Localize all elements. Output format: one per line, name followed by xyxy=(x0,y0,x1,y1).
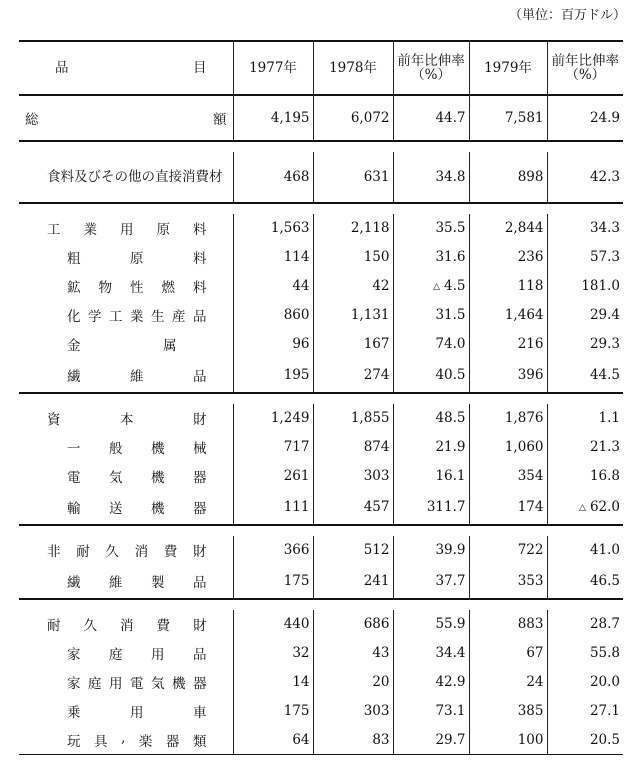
row-label xyxy=(19,461,233,490)
change-1978-text: 34.4 xyxy=(435,644,466,661)
change-1979-text: 57.3 xyxy=(589,248,620,265)
table-row xyxy=(19,667,623,696)
value-1979 xyxy=(469,696,547,725)
change-1978-text: 55.9 xyxy=(435,616,466,632)
change-1978-text: 40.5 xyxy=(435,367,466,383)
value-1979 xyxy=(469,432,547,461)
value-1977-text: 860 xyxy=(283,306,310,323)
change-1978-text: 16.1 xyxy=(435,467,466,484)
header-change-1978-unit: （%） xyxy=(411,67,451,83)
row-label-text: 粗 原 料 xyxy=(67,250,207,267)
value-1978 xyxy=(313,638,393,667)
value-1978 xyxy=(313,404,393,432)
table-row xyxy=(19,696,623,725)
change-1979-text: 29.4 xyxy=(589,306,620,323)
row-label xyxy=(19,638,233,667)
change-1979-text: 46.5 xyxy=(589,573,620,589)
change-1978 xyxy=(393,432,469,461)
value-1979 xyxy=(469,271,547,300)
value-1979-text: 1,876 xyxy=(504,410,544,426)
row-label xyxy=(19,300,233,329)
change-1978 xyxy=(393,300,469,329)
change-1978 xyxy=(393,329,469,358)
change-1979-text: 181.0 xyxy=(581,277,620,294)
value-1979-text: 236 xyxy=(517,248,544,265)
value-1977-text: 717 xyxy=(283,438,310,455)
row-label-text: 総 額 xyxy=(25,112,227,128)
header-change-1978 xyxy=(393,41,469,95)
value-1979-text: 396 xyxy=(517,367,544,383)
row-label-text: 工 業 用 原 料 xyxy=(47,222,207,238)
change-1979 xyxy=(547,329,623,358)
value-1978 xyxy=(313,667,393,696)
table-row xyxy=(19,536,623,564)
group-spacer xyxy=(19,525,623,536)
value-1978-text: 1,131 xyxy=(350,306,390,323)
change-1979 xyxy=(547,404,623,432)
row-label xyxy=(19,271,233,300)
value-1977-text: 96 xyxy=(292,335,310,352)
change-1979-text: 20.0 xyxy=(589,673,620,690)
change-1978-text: 42.9 xyxy=(435,673,466,690)
value-1977-text: 175 xyxy=(283,702,310,719)
change-1979-text: 27.1 xyxy=(589,702,620,719)
value-1978 xyxy=(313,152,393,202)
value-1977 xyxy=(233,271,313,300)
value-1977-text: 175 xyxy=(283,573,310,589)
unit-note: （単位：百万ドル） xyxy=(508,8,626,23)
table-row xyxy=(19,242,623,271)
value-1977 xyxy=(233,300,313,329)
header-change-1978-label: 前年比伸率 xyxy=(397,52,465,69)
value-1979-text: 2,844 xyxy=(504,220,544,236)
row-label-text: 電 気 機 器 xyxy=(67,469,207,486)
group-spacer xyxy=(19,393,623,404)
value-1978 xyxy=(313,300,393,329)
change-1979-text: 41.0 xyxy=(589,542,620,558)
value-1979 xyxy=(469,152,547,202)
row-label xyxy=(19,490,233,524)
change-1978-text: 29.7 xyxy=(435,731,466,748)
change-1978 xyxy=(393,667,469,696)
value-1979 xyxy=(469,564,547,598)
table-row xyxy=(19,725,623,754)
value-1979-text: 216 xyxy=(517,335,544,352)
row-label-text: 繊 維 品 xyxy=(67,369,207,385)
value-1978-text: 457 xyxy=(363,499,390,515)
change-1979 xyxy=(547,358,623,392)
value-1977 xyxy=(233,214,313,242)
change-1979 xyxy=(547,725,623,754)
value-1979 xyxy=(469,214,547,242)
table-row xyxy=(19,490,623,524)
change-1979 xyxy=(547,271,623,300)
value-1978-text: 631 xyxy=(363,169,390,185)
value-1979 xyxy=(469,536,547,564)
value-1978-text: 150 xyxy=(363,248,390,265)
change-1978-text: 31.5 xyxy=(435,306,466,323)
row-label-text: 鉱 物 性 燃 料 xyxy=(67,279,207,296)
change-1978 xyxy=(393,725,469,754)
value-1978-text: 83 xyxy=(372,731,390,748)
row-label-text: 家 庭 用 品 xyxy=(67,646,207,663)
value-1979 xyxy=(469,329,547,358)
value-1978 xyxy=(313,214,393,242)
table-row xyxy=(19,564,623,598)
change-1979 xyxy=(547,536,623,564)
value-1979-text: 67 xyxy=(526,644,544,661)
value-1978-text: 167 xyxy=(363,335,390,352)
value-1978-text: 1,855 xyxy=(350,410,390,426)
row-label-text: 食料及びその他の直接消費材 xyxy=(47,168,223,185)
change-1979-text: 28.7 xyxy=(589,616,620,632)
table-row xyxy=(19,638,623,667)
value-1978-text: 20 xyxy=(372,673,390,690)
value-1978-text: 6,072 xyxy=(350,110,390,126)
value-1978 xyxy=(313,564,393,598)
header-change-1979-label: 前年比伸率 xyxy=(551,52,619,69)
value-1979-text: 385 xyxy=(517,702,544,719)
import-table xyxy=(19,40,623,755)
value-1978-text: 874 xyxy=(363,438,390,455)
change-1978 xyxy=(393,490,469,524)
change-1979 xyxy=(547,95,623,140)
row-label xyxy=(19,725,233,754)
change-1978-text: 4.5 xyxy=(444,277,466,294)
value-1979 xyxy=(469,358,547,392)
change-1978 xyxy=(393,461,469,490)
header-change-1979-unit: （%） xyxy=(565,67,606,83)
group-spacer xyxy=(19,203,623,214)
table-row xyxy=(19,152,623,202)
change-1978-text: 37.7 xyxy=(435,573,466,589)
value-1979-text: 898 xyxy=(517,169,544,185)
value-1978-text: 274 xyxy=(363,367,390,383)
value-1979 xyxy=(469,461,547,490)
table-row xyxy=(19,610,623,638)
value-1979-text: 1,060 xyxy=(504,438,544,455)
change-1978 xyxy=(393,404,469,432)
table-row xyxy=(19,404,623,432)
row-label-text: 資 本 財 xyxy=(47,412,207,428)
value-1977-text: 14 xyxy=(292,673,310,690)
value-1979-text: 722 xyxy=(517,542,544,558)
change-1978 xyxy=(393,242,469,271)
row-label-text: 非 耐 久 消 費 財 xyxy=(47,544,207,560)
value-1977 xyxy=(233,329,313,358)
value-1979-text: 1,464 xyxy=(504,306,544,323)
row-label xyxy=(19,329,233,358)
change-1978-text: 34.8 xyxy=(435,169,466,185)
table-row xyxy=(19,300,623,329)
value-1978 xyxy=(313,432,393,461)
change-1978-text: 48.5 xyxy=(435,410,466,426)
change-1978-text: 39.9 xyxy=(435,542,466,558)
value-1978 xyxy=(313,490,393,524)
change-1978 xyxy=(393,638,469,667)
change-1978-text: 44.7 xyxy=(435,110,466,126)
change-1978-text: 74.0 xyxy=(435,335,466,352)
change-1978-text: 311.7 xyxy=(426,499,466,515)
value-1979 xyxy=(469,300,547,329)
value-1977 xyxy=(233,564,313,598)
value-1977-text: 4,195 xyxy=(270,110,310,126)
header-1978: 1978年 xyxy=(313,41,393,95)
value-1979-text: 883 xyxy=(517,616,544,632)
row-label-text: 繊 維 製 品 xyxy=(67,575,207,591)
value-1978-text: 686 xyxy=(363,616,390,632)
change-1979 xyxy=(547,300,623,329)
value-1979 xyxy=(469,610,547,638)
value-1978 xyxy=(313,461,393,490)
change-1979-text: 29.3 xyxy=(589,335,620,352)
header-row xyxy=(19,41,623,95)
row-label xyxy=(19,214,233,242)
value-1979 xyxy=(469,725,547,754)
change-1979 xyxy=(547,696,623,725)
change-1979-text: 20.5 xyxy=(589,731,620,748)
change-1978-text: 21.9 xyxy=(435,438,466,455)
value-1978-text: 241 xyxy=(363,573,390,589)
change-1978 xyxy=(393,610,469,638)
row-label xyxy=(19,152,233,202)
row-label xyxy=(19,667,233,696)
value-1977-text: 44 xyxy=(292,277,310,294)
value-1977 xyxy=(233,358,313,392)
value-1979-text: 354 xyxy=(517,467,544,484)
value-1978 xyxy=(313,610,393,638)
table-row xyxy=(19,358,623,392)
value-1978 xyxy=(313,271,393,300)
change-1979 xyxy=(547,638,623,667)
value-1979 xyxy=(469,638,547,667)
change-1979-text: 24.9 xyxy=(589,110,620,126)
value-1978 xyxy=(313,329,393,358)
row-label-text: 一 般 機 械 xyxy=(67,440,207,457)
header-item-char2: 目 xyxy=(193,59,207,76)
change-1978 xyxy=(393,564,469,598)
value-1979 xyxy=(469,667,547,696)
table-row xyxy=(19,461,623,490)
change-1979-text: 34.3 xyxy=(589,220,620,236)
value-1979 xyxy=(469,95,547,140)
value-1977-text: 1,563 xyxy=(270,220,310,236)
change-1978-text: 35.5 xyxy=(435,220,466,236)
negative-marker-icon: △ xyxy=(579,503,586,513)
value-1979-text: 353 xyxy=(517,573,544,589)
header-item xyxy=(19,41,233,95)
row-label xyxy=(19,432,233,461)
header-change-1979 xyxy=(547,41,623,95)
row-label-text: 金 属 xyxy=(67,337,177,354)
value-1977 xyxy=(233,536,313,564)
row-label xyxy=(19,610,233,638)
value-1977 xyxy=(233,404,313,432)
value-1979-text: 174 xyxy=(517,499,544,515)
row-label xyxy=(19,95,233,140)
value-1978-text: 2,118 xyxy=(350,220,390,236)
value-1977 xyxy=(233,432,313,461)
value-1977-text: 111 xyxy=(283,499,310,515)
row-label xyxy=(19,536,233,564)
value-1977 xyxy=(233,490,313,524)
row-label-text: 耐 久 消 費 財 xyxy=(47,618,207,634)
value-1977 xyxy=(233,461,313,490)
value-1979 xyxy=(469,242,547,271)
change-1979-text: 16.8 xyxy=(589,467,620,484)
value-1977 xyxy=(233,638,313,667)
value-1978 xyxy=(313,696,393,725)
value-1977 xyxy=(233,95,313,140)
value-1977 xyxy=(233,152,313,202)
table-body xyxy=(19,95,623,755)
row-label xyxy=(19,404,233,432)
row-label xyxy=(19,242,233,271)
value-1979-text: 118 xyxy=(517,277,544,294)
change-1978 xyxy=(393,95,469,140)
row-label-text: 家 庭 用 電 気 機 器 xyxy=(67,675,207,692)
change-1978-text: 31.6 xyxy=(435,248,466,265)
value-1978-text: 303 xyxy=(363,467,390,484)
value-1978-text: 512 xyxy=(363,542,390,558)
table-row xyxy=(19,329,623,358)
value-1977 xyxy=(233,696,313,725)
header-item-char1: 品 xyxy=(55,59,69,76)
value-1978 xyxy=(313,242,393,271)
value-1979 xyxy=(469,490,547,524)
table-row xyxy=(19,214,623,242)
value-1977-text: 440 xyxy=(283,616,310,632)
change-1979 xyxy=(547,152,623,202)
change-1979 xyxy=(547,242,623,271)
table-row xyxy=(19,432,623,461)
value-1977-text: 468 xyxy=(283,169,310,185)
change-1978 xyxy=(393,214,469,242)
change-1979 xyxy=(547,667,623,696)
table-bottom-rule xyxy=(19,754,623,755)
value-1978-text: 303 xyxy=(363,702,390,719)
change-1979-text: 44.5 xyxy=(589,367,620,383)
change-1978 xyxy=(393,152,469,202)
value-1978 xyxy=(313,725,393,754)
value-1979-text: 7,581 xyxy=(504,110,544,126)
value-1978-text: 43 xyxy=(372,644,390,661)
negative-marker-icon: △ xyxy=(433,281,441,292)
value-1977-text: 261 xyxy=(283,467,310,484)
header-1977: 1977年 xyxy=(233,41,313,95)
change-1979-text: 1.1 xyxy=(598,410,620,426)
change-1978 xyxy=(393,696,469,725)
value-1979 xyxy=(469,404,547,432)
value-1977 xyxy=(233,667,313,696)
group-spacer xyxy=(19,141,623,152)
change-1979-text: 42.3 xyxy=(589,169,620,185)
value-1977-text: 195 xyxy=(283,367,310,383)
value-1977-text: 32 xyxy=(292,644,310,661)
value-1977-text: 64 xyxy=(292,731,310,748)
value-1977-text: 1,249 xyxy=(270,410,310,426)
change-1979 xyxy=(547,214,623,242)
value-1977 xyxy=(233,242,313,271)
row-label-text: 玩 具 , 楽 器 類 xyxy=(67,729,207,750)
change-1979-text: 62.0 xyxy=(589,499,620,515)
row-label xyxy=(19,564,233,598)
row-label-text: 化 学 工 業 生 産 品 xyxy=(67,308,207,325)
header-1979: 1979年 xyxy=(469,41,547,95)
value-1978-text: 42 xyxy=(372,277,390,294)
change-1979 xyxy=(547,490,623,524)
group-spacer xyxy=(19,599,623,610)
table-row xyxy=(19,95,623,140)
value-1977-text: 366 xyxy=(283,542,310,558)
row-label xyxy=(19,696,233,725)
value-1978 xyxy=(313,358,393,392)
row-label xyxy=(19,358,233,392)
change-1979 xyxy=(547,610,623,638)
value-1977 xyxy=(233,725,313,754)
row-label-text: 乗 用 車 xyxy=(67,704,207,721)
value-1979-text: 24 xyxy=(526,673,544,690)
change-1978-text: 73.1 xyxy=(435,702,466,719)
value-1977-text: 114 xyxy=(283,248,310,265)
change-1978 xyxy=(393,271,469,300)
change-1979 xyxy=(547,461,623,490)
change-1979 xyxy=(547,564,623,598)
change-1979-text: 55.8 xyxy=(589,644,620,661)
change-1979 xyxy=(547,432,623,461)
value-1979-text: 100 xyxy=(517,731,544,748)
value-1978 xyxy=(313,536,393,564)
table-row xyxy=(19,271,623,300)
value-1978 xyxy=(313,95,393,140)
row-label-text: 輸 送 機 器 xyxy=(67,501,207,517)
value-1977 xyxy=(233,610,313,638)
change-1979-text: 21.3 xyxy=(589,438,620,455)
change-1978 xyxy=(393,358,469,392)
change-1978 xyxy=(393,536,469,564)
